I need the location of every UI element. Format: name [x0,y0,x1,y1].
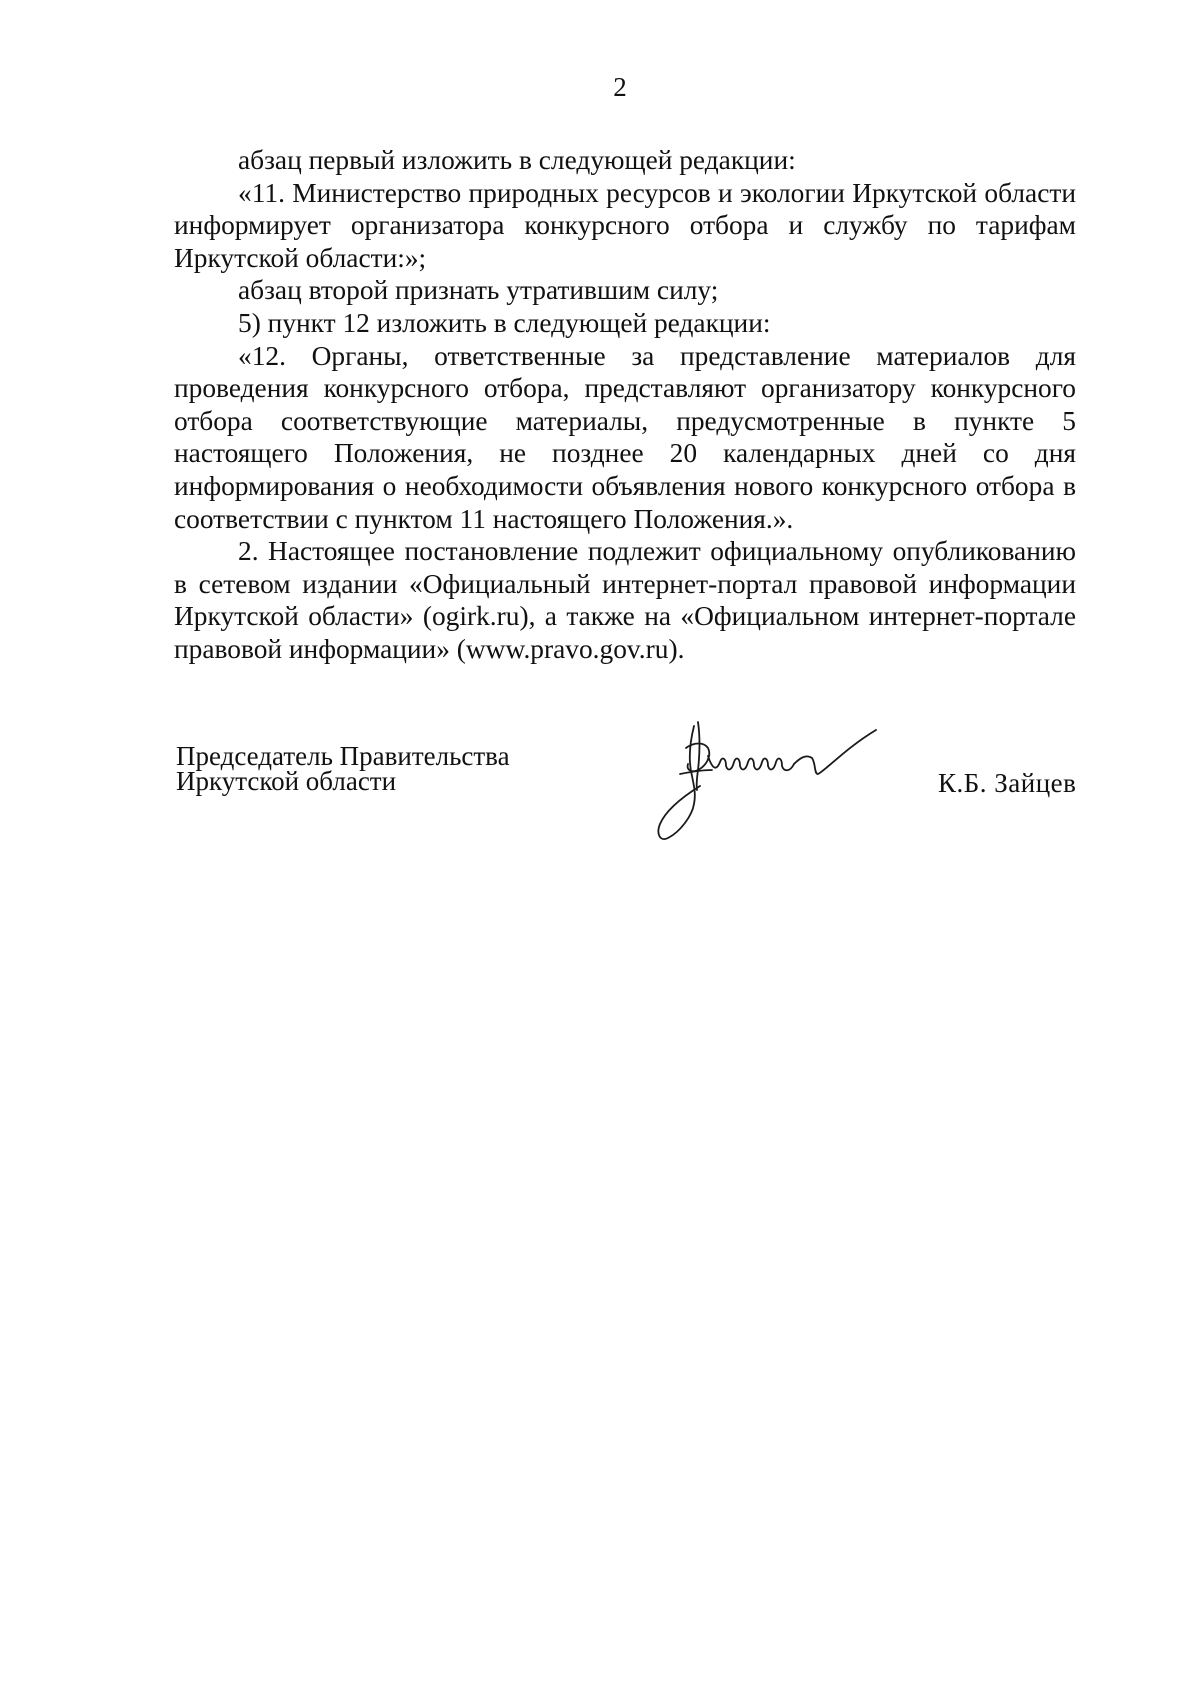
paragraph: 5) пункт 12 изложить в следующей редакции: [238,307,771,338]
signatory-position-line-1: Председатель Правительства [176,741,510,771]
paragraph: «12. Органы, ответственные за представление материалов для проведения конкурсного отбора, представляют организатору конкурсного отбора соответствующие материалы, предусмотренные в пункте 5 настоящего Положения, не позднее 20 календарных дней со дня информирования о необходимости объявления нового конкурсного отбора в соответствии с пунктом 11 настоящего Положения.». [174,340,1076,534]
paragraph: абзац второй признать утратившим силу; [238,275,719,306]
paragraph: абзац первый изложить в следующей редакции: [238,145,796,175]
handwritten-signature-icon [650,712,890,848]
page-number: 2 [613,72,627,102]
paragraph: 2. Настоящее постановление подлежит официальному опубликованию в сетевом издании «Официальный интернет-портал правовой информации Иркутской области» (ogirk.ru), а также на «Официальном интернет-портале правовой информации» (www.pravo.gov.ru). [174,536,1076,664]
signatory-name: К.Б. Зайцев [938,768,1077,798]
signatory-position [176,741,510,796]
document-body [174,144,1076,666]
paragraph: «11. Министерство природных ресурсов и экологии Иркутской области информирует организатора конкурсного отбора и службу по тарифам Иркутской области:»; [174,177,1076,273]
signatory-position-line-2: Иркутской области [176,766,397,796]
